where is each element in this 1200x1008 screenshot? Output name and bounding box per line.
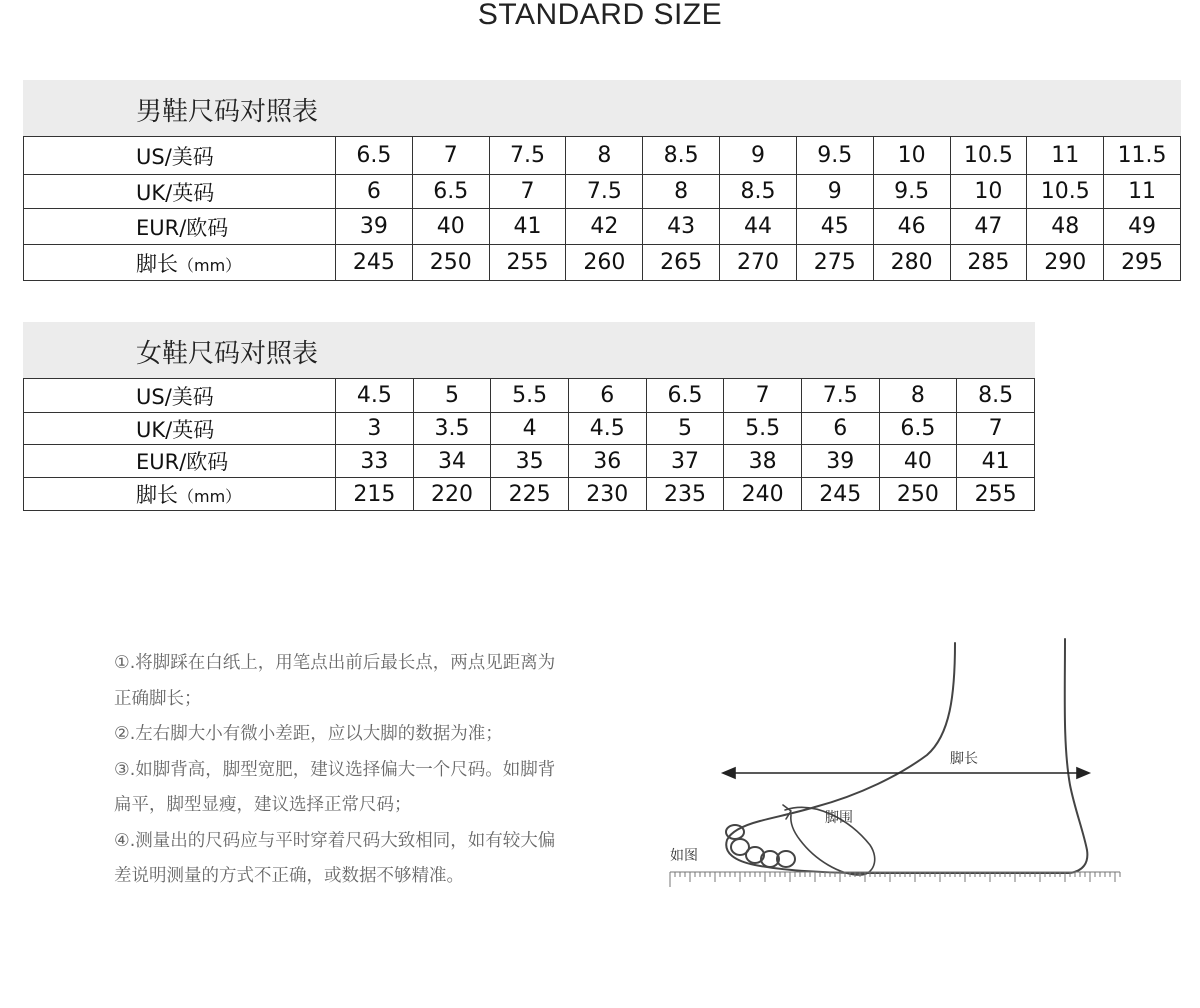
size-cell: 8: [643, 175, 720, 209]
size-cell: 215: [336, 478, 414, 511]
size-cell: 6.5: [336, 137, 413, 175]
size-cell: 9: [720, 137, 797, 175]
instruction-line: ④.测量出的尺码应与平时穿着尺码大致相同，如有较大偏: [114, 830, 556, 851]
size-cell: 11: [1104, 175, 1181, 209]
as-shown-label: 如图: [670, 848, 698, 864]
row-label-text: EUR/欧码: [136, 215, 229, 240]
size-cell: 3.5: [413, 413, 491, 445]
womens-size-heading-bar: [23, 322, 1035, 378]
size-cell: 7: [412, 137, 489, 175]
size-cell: 5: [413, 379, 491, 413]
size-cell: 35: [491, 445, 569, 478]
size-cell: 47: [950, 209, 1027, 245]
measuring-instructions: [114, 646, 644, 895]
size-cell: 285: [950, 245, 1027, 281]
row-label: [24, 413, 336, 445]
size-cell: 37: [646, 445, 724, 478]
size-cell: 46: [873, 209, 950, 245]
size-cell: 34: [413, 445, 491, 478]
table-row: [24, 379, 1035, 413]
instruction-line: ②.左右脚大小有微小差距，应以大脚的数据为准；: [114, 724, 503, 744]
size-cell: 7: [724, 379, 802, 413]
foot-measurement-diagram: [665, 635, 1125, 895]
size-cell: 41: [489, 209, 566, 245]
instruction-line: 差说明测量的方式不正确，或数据不够精准。: [114, 866, 464, 886]
size-cell: 235: [646, 478, 724, 511]
size-cell: 40: [879, 445, 957, 478]
size-cell: 39: [336, 209, 413, 245]
foot-length-label: 脚长: [950, 751, 978, 767]
row-label-text: US/美码: [136, 384, 214, 409]
row-label-text: 脚长: [136, 251, 178, 276]
size-cell: 49: [1104, 209, 1181, 245]
table-row: [24, 137, 1181, 175]
size-cell: 280: [873, 245, 950, 281]
size-cell: 245: [336, 245, 413, 281]
row-label-text: US/美码: [136, 144, 214, 169]
table-row: [24, 209, 1181, 245]
womens-size-heading: 女鞋尺码对照表: [136, 339, 319, 369]
size-cell: 6.5: [412, 175, 489, 209]
size-cell: 265: [643, 245, 720, 281]
row-label-text: 脚长: [136, 483, 178, 507]
size-cell: 9.5: [873, 175, 950, 209]
mens-size-heading: 男鞋尺码对照表: [136, 97, 319, 127]
row-label-text: EUR/欧码: [136, 450, 229, 474]
size-cell: 6: [336, 175, 413, 209]
size-cell: 7.5: [801, 379, 879, 413]
mens-size-table: [23, 136, 1181, 281]
size-cell: 5.5: [491, 379, 569, 413]
womens-size-section: [23, 322, 1035, 511]
size-cell: 9: [796, 175, 873, 209]
size-cell: 295: [1104, 245, 1181, 281]
size-cell: 7: [489, 175, 566, 209]
table-row: [24, 245, 1181, 281]
size-cell: 245: [801, 478, 879, 511]
size-cell: 40: [412, 209, 489, 245]
size-cell: 8.5: [720, 175, 797, 209]
unit-label: （mm）: [178, 255, 242, 275]
size-cell: 260: [566, 245, 643, 281]
size-cell: 6: [801, 413, 879, 445]
size-cell: 270: [720, 245, 797, 281]
size-cell: 44: [720, 209, 797, 245]
size-cell: 8.5: [957, 379, 1035, 413]
size-cell: 11.5: [1104, 137, 1181, 175]
size-cell: 250: [879, 478, 957, 511]
size-cell: 8.5: [643, 137, 720, 175]
row-label: [24, 245, 336, 281]
size-cell: 220: [413, 478, 491, 511]
size-cell: 275: [796, 245, 873, 281]
table-row: [24, 445, 1035, 478]
instruction-line: ③.如脚背高，脚型宽肥，建议选择偏大一个尺码。如脚背: [114, 759, 556, 780]
size-cell: 6: [568, 379, 646, 413]
size-cell: 225: [491, 478, 569, 511]
instruction-line: 正确脚长；: [114, 688, 202, 709]
row-label: [24, 379, 336, 413]
size-cell: 230: [568, 478, 646, 511]
size-cell: 33: [336, 445, 414, 478]
size-cell: 10.5: [950, 137, 1027, 175]
instruction-line: 扁平，脚型显瘦，建议选择正常尺码；: [114, 795, 412, 815]
size-cell: 255: [489, 245, 566, 281]
size-cell: 45: [796, 209, 873, 245]
row-label-text: UK/英码: [136, 180, 215, 205]
size-cell: 9.5: [796, 137, 873, 175]
size-cell: 255: [957, 478, 1035, 511]
size-cell: 42: [566, 209, 643, 245]
size-cell: 6.5: [646, 379, 724, 413]
size-cell: 290: [1027, 245, 1104, 281]
size-cell: 8: [566, 137, 643, 175]
mens-size-heading-bar: [23, 80, 1181, 136]
row-label: [24, 209, 336, 245]
womens-size-table: [23, 378, 1035, 511]
size-cell: 8: [879, 379, 957, 413]
row-label: [24, 175, 336, 209]
size-cell: 43: [643, 209, 720, 245]
table-row: [24, 478, 1035, 511]
size-cell: 7: [957, 413, 1035, 445]
row-label: [24, 478, 336, 511]
size-cell: 4.5: [336, 379, 414, 413]
foot-outline-icon: [726, 639, 1087, 875]
ruler-icon: [670, 872, 1120, 887]
size-cell: 11: [1027, 137, 1104, 175]
size-cell: 10: [873, 137, 950, 175]
size-cell: 4.5: [568, 413, 646, 445]
foot-girth-label: 脚围: [825, 810, 853, 826]
size-cell: 38: [724, 445, 802, 478]
size-cell: 3: [336, 413, 414, 445]
row-label: [24, 137, 336, 175]
size-cell: 7.5: [566, 175, 643, 209]
size-cell: 7.5: [489, 137, 566, 175]
size-cell: 5.5: [724, 413, 802, 445]
size-cell: 48: [1027, 209, 1104, 245]
mens-size-section: [23, 80, 1181, 281]
table-row: [24, 175, 1181, 209]
size-cell: 250: [412, 245, 489, 281]
size-cell: 5: [646, 413, 724, 445]
table-row: [24, 413, 1035, 445]
size-cell: 4: [491, 413, 569, 445]
size-cell: 41: [957, 445, 1035, 478]
size-cell: 39: [801, 445, 879, 478]
size-cell: 240: [724, 478, 802, 511]
page-title: STANDARD SIZE: [477, 0, 723, 31]
row-label: [24, 445, 336, 478]
unit-label: （mm）: [178, 487, 242, 506]
size-cell: 6.5: [879, 413, 957, 445]
size-cell: 36: [568, 445, 646, 478]
instruction-line: ①.将脚踩在白纸上，用笔点出前后最长点，两点见距离为: [114, 653, 556, 673]
row-label-text: UK/英码: [136, 417, 215, 442]
size-cell: 10.5: [1027, 175, 1104, 209]
size-cell: 10: [950, 175, 1027, 209]
